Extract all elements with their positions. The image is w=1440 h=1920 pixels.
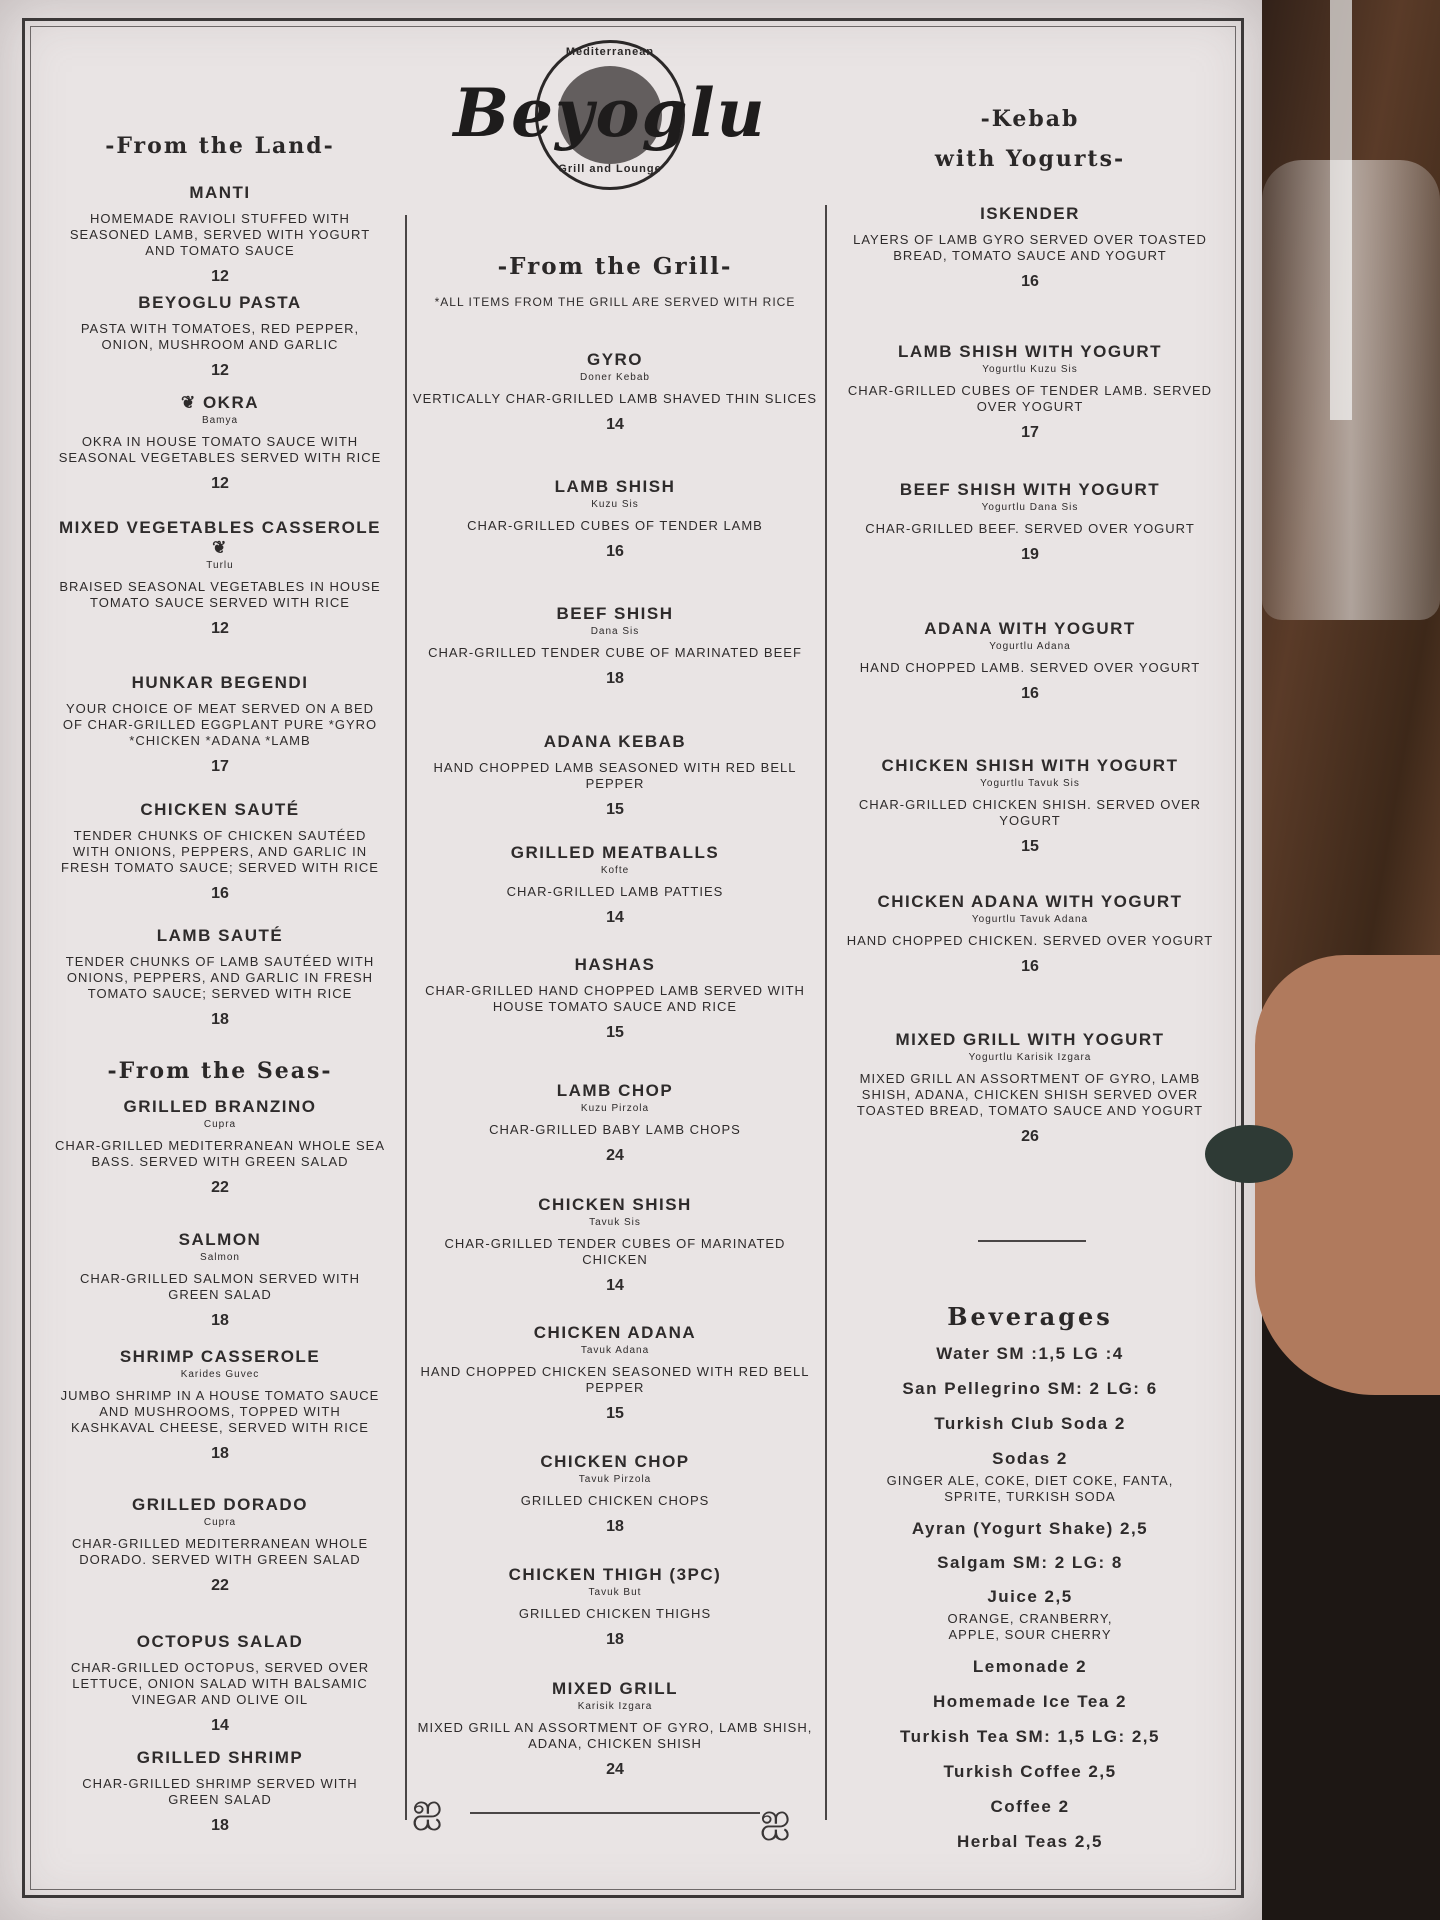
item-desc: MIXED GRILL AN ASSORTMENT OF GYRO, LAMB SHISH, ADANA, CHICKEN SHISH SERVED OVER TOASTED BREAD, TOMATO SAUCE AND YOGURT (856, 1071, 1204, 1118)
item-name: LAMB CHOP (556, 1081, 674, 1100)
menu-item (840, 204, 1220, 291)
item-desc: HOMEMADE RAVIOLI STUFFED WITH SEASONED LAMB, SERVED WITH YOGURT AND TOMATO SAUCE (69, 211, 371, 258)
item-desc: BRAISED SEASONAL VEGETABLES IN HOUSE TOMATO SAUCE SERVED WITH RICE (59, 579, 381, 610)
item-sub: Yogurtlu Adana (989, 641, 1071, 652)
item-desc: JUMBO SHRIMP IN A HOUSE TOMATO SAUCE AND MUSHROOMS, TOPPED WITH KASHKAVAL CHEESE, SERVED WITH RICE (60, 1388, 380, 1435)
menu-item (55, 1632, 385, 1735)
section-title-grill: -From the Grill- (497, 253, 733, 280)
item-name: BEEF SHISH (556, 604, 674, 623)
item-sub: Karides Guvec (180, 1369, 260, 1380)
item-name-text: OKRA (202, 393, 260, 412)
item-name: BEYOGLU PASTA (138, 293, 302, 312)
menu-item (410, 843, 820, 927)
item-name: CHICKEN SHISH (538, 1195, 692, 1214)
item-price: 15 (1021, 838, 1039, 855)
item-sub: Karisik Izgara (577, 1701, 653, 1712)
item-desc: CHAR-GRILLED BEEF. SERVED OVER YOGURT (865, 521, 1195, 536)
item-price: 12 (211, 362, 229, 379)
water-glass (1262, 160, 1440, 620)
menu-item (410, 1195, 820, 1295)
item-price: 12 (211, 475, 229, 492)
menu-item (410, 1679, 820, 1779)
item-name: BEEF SHISH WITH YOGURT (899, 480, 1161, 499)
item-name: CHICKEN SHISH WITH YOGURT (881, 756, 1179, 775)
menu-item (55, 393, 385, 493)
beverage-desc: GINGER ALE, COKE, DIET COKE, FANTA, SPRITE, TURKISH SODA (886, 1473, 1174, 1504)
beverage-desc: ORANGE, CRANBERRY, APPLE, SOUR CHERRY (947, 1611, 1113, 1642)
column-divider-right (825, 205, 827, 1820)
item-name: MANTI (189, 183, 251, 202)
beverage-item: Lemonade 2 (972, 1657, 1088, 1676)
item-sub: Yogurtlu Kuzu Sis (982, 364, 1078, 375)
item-price: 14 (606, 909, 624, 926)
item-desc: CHAR-GRILLED TENDER CUBES OF MARINATED CHICKEN (444, 1236, 786, 1267)
beverage-item: Turkish Coffee 2,5 (943, 1762, 1117, 1781)
item-price: 18 (211, 1817, 229, 1834)
item-desc: YOUR CHOICE OF MEAT SERVED ON A BED OF CHAR-GRILLED EGGPLANT PURE *GYRO *CHICKEN *ADANA *LAMB (62, 701, 378, 748)
item-price: 18 (606, 1518, 624, 1535)
menu-item (410, 1323, 820, 1423)
menu-item (840, 619, 1220, 703)
item-sub: Kuzu Pirzola (580, 1103, 650, 1114)
item-name (55, 518, 385, 558)
item-name: LAMB SHISH (554, 477, 676, 496)
column-divider-left (405, 215, 407, 1820)
section-title-kebab-2: with Yogurts- (934, 146, 1126, 172)
item-sub: Cupra (203, 1517, 237, 1528)
item-desc: HAND CHOPPED CHICKEN. SERVED OVER YOGURT (846, 933, 1214, 948)
leaf-icon: ❦ (212, 538, 228, 557)
item-desc: GRILLED CHICKEN CHOPS (520, 1493, 710, 1508)
menu-item (410, 1452, 820, 1536)
item-name: SHRIMP CASSEROLE (119, 1347, 321, 1366)
item-sub: Tavuk Adana (580, 1345, 650, 1356)
beverage-item (840, 1449, 1220, 1505)
beverage-item: Ayran (Yogurt Shake) 2,5 (911, 1519, 1149, 1538)
item-desc: TENDER CHUNKS OF CHICKEN SAUTÉED WITH ONIONS, PEPPERS, AND GARLIC IN FRESH TOMATO SAUCE; SERVED WITH RICE (61, 828, 379, 875)
item-price: 15 (606, 1024, 624, 1041)
menu-item (55, 293, 385, 380)
menu-item (55, 926, 385, 1029)
item-name: HUNKAR BEGENDI (131, 673, 309, 692)
menu-item (840, 756, 1220, 856)
item-price: 16 (211, 885, 229, 902)
item-price: 24 (606, 1147, 624, 1164)
item-desc: VERTICALLY CHAR-GRILLED LAMB SHAVED THIN SLICES (412, 391, 818, 406)
beverage-item: Coffee 2 (990, 1797, 1070, 1816)
item-name: CHICKEN CHOP (540, 1452, 690, 1471)
item-name: OCTOPUS SALAD (136, 1632, 304, 1651)
item-price: 12 (211, 268, 229, 285)
menu-item (410, 955, 820, 1042)
item-price: 18 (606, 1631, 624, 1648)
section-title-kebab-1: -Kebab (980, 106, 1080, 132)
menu-item (55, 1230, 385, 1330)
item-name: MIXED GRILL (551, 1679, 679, 1698)
grill-note: *ALL ITEMS FROM THE GRILL ARE SERVED WITH RICE (434, 295, 796, 309)
item-price: 15 (606, 801, 624, 818)
menu-item (55, 1748, 385, 1835)
item-sub: Tavuk Sis (589, 1217, 641, 1228)
item-sub: Bamya (201, 415, 239, 426)
beverage-item: Water SM :1,5 LG :4 (936, 1344, 1124, 1363)
menu-item (55, 800, 385, 903)
item-desc: MIXED GRILL AN ASSORTMENT OF GYRO, LAMB SHISH, ADANA, CHICKEN SHISH (417, 1720, 813, 1751)
ornament-left: ஐ (412, 1785, 443, 1829)
menu-item (410, 1565, 820, 1649)
item-name: CHICKEN ADANA WITH YOGURT (877, 892, 1183, 911)
item-sub: Yogurtlu Dana Sis (981, 502, 1079, 513)
menu-item (55, 1097, 385, 1197)
beverage-item (840, 1587, 1220, 1643)
item-desc: CHAR-GRILLED CUBES OF TENDER LAMB (467, 518, 763, 533)
item-desc: OKRA IN HOUSE TOMATO SAUCE WITH SEASONAL VEGETABLES SERVED WITH RICE (58, 434, 382, 465)
item-desc: CHAR-GRILLED MEDITERRANEAN WHOLE SEA BASS. SERVED WITH GREEN SALAD (55, 1138, 385, 1169)
item-desc: CHAR-GRILLED HAND CHOPPED LAMB SERVED WITH HOUSE TOMATO SAUCE AND RICE (425, 983, 805, 1014)
menu-item (55, 1495, 385, 1595)
item-desc: HAND CHOPPED LAMB SEASONED WITH RED BELL PEPPER (433, 760, 797, 791)
item-price: 17 (211, 758, 229, 775)
item-price: 16 (1021, 273, 1039, 290)
item-name: CHICKEN SAUTÉ (140, 800, 300, 819)
item-price: 16 (606, 543, 624, 560)
item-sub: Yogurtlu Tavuk Adana (971, 914, 1089, 925)
item-price: 22 (211, 1179, 229, 1196)
item-sub: Turlu (206, 560, 234, 571)
item-price: 18 (606, 670, 624, 687)
item-desc: CHAR-GRILLED SHRIMP SERVED WITH GREEN SALAD (82, 1776, 358, 1807)
item-sub: Doner Kebab (580, 372, 650, 383)
item-desc: CHAR-GRILLED MEDITERRANEAN WHOLE DORADO. SERVED WITH GREEN SALAD (71, 1536, 369, 1567)
beverage-name: Juice 2,5 (987, 1587, 1073, 1606)
item-name: GRILLED DORADO (132, 1495, 308, 1514)
menu-item (410, 477, 820, 561)
item-sub: Kuzu Sis (591, 499, 639, 510)
item-desc: CHAR-GRILLED BABY LAMB CHOPS (489, 1122, 741, 1137)
menu-item (55, 1347, 385, 1463)
item-price: 18 (211, 1011, 229, 1028)
item-desc: GRILLED CHICKEN THIGHS (518, 1606, 712, 1621)
item-price: 18 (211, 1312, 229, 1329)
item-sub: Yogurtlu Karisik Izgara (968, 1052, 1092, 1063)
menu-item (55, 518, 385, 638)
beverage-item: Homemade Ice Tea 2 (933, 1692, 1127, 1711)
menu-item (840, 480, 1220, 564)
item-name: ADANA WITH YOGURT (924, 619, 1136, 638)
item-desc: LAYERS OF LAMB GYRO SERVED OVER TOASTED BREAD, TOMATO SAUCE AND YOGURT (853, 232, 1207, 263)
item-name: GRILLED BRANZINO (123, 1097, 317, 1116)
beverage-item: Turkish Club Soda 2 (934, 1414, 1126, 1433)
item-price: 22 (211, 1577, 229, 1594)
item-name: CHICKEN THIGH (3PC) (508, 1565, 722, 1584)
item-name: GYRO (586, 350, 644, 369)
item-desc: CHAR-GRILLED CHICKEN SHISH. SERVED OVER YOGURT (858, 797, 1202, 828)
item-desc: PASTA WITH TOMATOES, RED PEPPER, ONION, MUSHROOM AND GARLIC (80, 321, 360, 352)
fingernail (1205, 1125, 1293, 1183)
item-name: HASHAS (574, 955, 656, 974)
item-sub: Salmon (200, 1252, 240, 1263)
section-title-seas: -From the Seas- (107, 1058, 333, 1084)
beverage-item: Turkish Tea SM: 1,5 LG: 2,5 (900, 1727, 1160, 1746)
beverage-item: San Pellegrino SM: 2 LG: 6 (902, 1379, 1158, 1398)
item-name: LAMB SHISH WITH YOGURT (897, 342, 1163, 361)
item-name: ADANA KEBAB (543, 732, 687, 751)
item-sub: Kofte (600, 865, 630, 876)
logo-top-text: Mediterranean (565, 46, 655, 58)
menu-item (840, 342, 1220, 442)
menu-item (410, 732, 820, 819)
item-price: 24 (606, 1761, 624, 1778)
item-price: 12 (211, 620, 229, 637)
leaf-icon: ❦ (180, 393, 203, 412)
menu-item (410, 1081, 820, 1165)
item-sub: Tavuk But (588, 1587, 642, 1598)
beverage-item: Herbal Teas 2,5 (957, 1832, 1103, 1851)
item-desc: TENDER CHUNKS OF LAMB SAUTÉED WITH ONIONS, PEPPERS, AND GARLIC IN FRESH TOMATO SAUCE; SERVED WITH RICE (65, 954, 375, 1001)
section-title-land: -From the Land- (105, 133, 335, 159)
beverage-divider (978, 1240, 1086, 1242)
item-sub: Cupra (203, 1119, 237, 1130)
item-desc: HAND CHOPPED LAMB. SERVED OVER YOGURT (859, 660, 1201, 675)
item-desc: CHAR-GRILLED LAMB PATTIES (506, 884, 724, 899)
menu-item (840, 1030, 1220, 1146)
item-name: LAMB SAUTÉ (156, 926, 284, 945)
item-sub: Yogurtlu Tavuk Sis (980, 778, 1080, 789)
item-price: 18 (211, 1445, 229, 1462)
section-title-beverages: Beverages (947, 1302, 1113, 1331)
beverage-name: Sodas 2 (992, 1449, 1068, 1468)
item-price: 19 (1021, 546, 1039, 563)
ornament-right: ஐ (760, 1795, 791, 1839)
item-price: 14 (606, 1277, 624, 1294)
menu-item (840, 892, 1220, 976)
item-sub: Dana Sis (590, 626, 640, 637)
item-name: SALMON (178, 1230, 262, 1249)
item-desc: CHAR-GRILLED SALMON SERVED WITH GREEN SALAD (80, 1271, 360, 1302)
item-name: CHICKEN ADANA (533, 1323, 697, 1342)
item-price: 17 (1021, 424, 1039, 441)
menu-item (410, 350, 820, 434)
logo-bottom-text: Grill and Lounge (558, 163, 662, 175)
item-name (55, 393, 385, 413)
item-name: ISKENDER (980, 204, 1080, 223)
menu-item (55, 183, 385, 286)
hand (1255, 955, 1440, 1395)
item-price: 14 (211, 1717, 229, 1734)
beverage-item: Salgam SM: 2 LG: 8 (937, 1553, 1123, 1572)
item-price: 26 (1021, 1128, 1039, 1145)
item-desc: CHAR-GRILLED TENDER CUBE OF MARINATED BEEF (428, 645, 802, 660)
item-price: 14 (606, 416, 624, 433)
item-name: GRILLED SHRIMP (136, 1748, 304, 1767)
item-desc: HAND CHOPPED CHICKEN SEASONED WITH RED BELL PEPPER (420, 1364, 810, 1395)
item-price: 15 (606, 1405, 624, 1422)
item-name: MIXED GRILL WITH YOGURT (895, 1030, 1165, 1049)
menu-item (410, 604, 820, 688)
item-sub: Tavuk Pirzola (578, 1474, 652, 1485)
item-desc: CHAR-GRILLED CUBES OF TENDER LAMB. SERVED OVER YOGURT (847, 383, 1213, 414)
item-name-text: MIXED VEGETABLES CASSEROLE (58, 518, 382, 537)
grill-bottom-rule (470, 1812, 760, 1814)
logo-wordmark: Beyoglu (453, 74, 767, 152)
menu-item (55, 673, 385, 776)
item-price: 16 (1021, 685, 1039, 702)
item-price: 16 (1021, 958, 1039, 975)
item-desc: CHAR-GRILLED OCTOPUS, SERVED OVER LETTUCE, ONION SALAD WITH BALSAMIC VINEGAR AND OLIVE OIL (70, 1660, 370, 1707)
item-name: GRILLED MEATBALLS (510, 843, 720, 862)
